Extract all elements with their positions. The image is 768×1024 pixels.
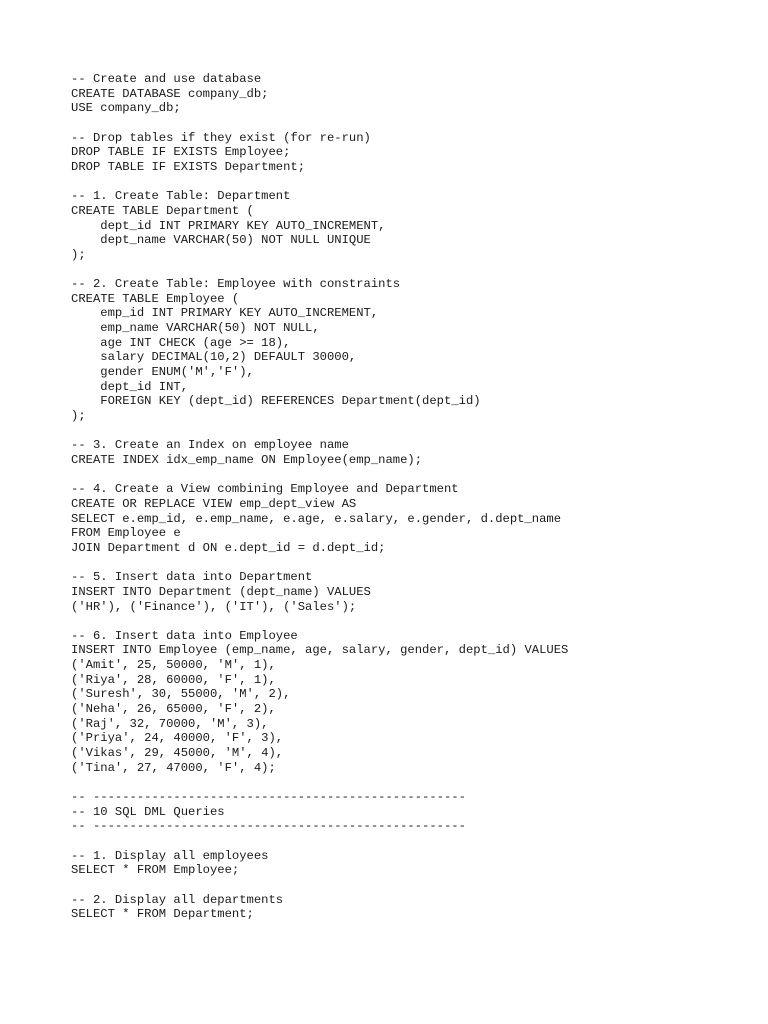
code-line: DROP TABLE IF EXISTS Department; xyxy=(71,159,306,174)
code-line: ('Neha', 26, 65000, 'F', 2), xyxy=(71,702,276,717)
code-line: CREATE TABLE Department ( xyxy=(71,203,254,218)
blank-line xyxy=(71,116,751,131)
code-line: dept_id INT, xyxy=(71,379,189,394)
code-line: USE company_db; xyxy=(71,101,181,116)
code-line: dept_id INT PRIMARY KEY AUTO_INCREMENT, xyxy=(71,218,386,233)
comment-line: -- 1. Create Table: Department xyxy=(71,189,291,204)
blank-line xyxy=(71,834,751,849)
code-line: dept_name VARCHAR(50) NOT NULL UNIQUE xyxy=(71,233,371,248)
comment-line: -- --------------------------------------------------- xyxy=(71,819,466,834)
code-line: ('Raj', 32, 70000, 'M', 3), xyxy=(71,716,269,731)
code-line: ('Amit', 25, 50000, 'M', 1), xyxy=(71,658,276,673)
comment-line: -- 1. Display all employees xyxy=(71,848,269,863)
blank-line xyxy=(71,878,751,893)
code-line: ('Vikas', 29, 45000, 'M', 4), xyxy=(71,746,284,761)
code-line: ('Suresh', 30, 55000, 'M', 2), xyxy=(71,687,291,702)
code-line: age INT CHECK (age >= 18), xyxy=(71,335,291,350)
code-line: ('HR'), ('Finance'), ('IT'), ('Sales'); xyxy=(71,599,357,614)
code-line: salary DECIMAL(10,2) DEFAULT 30000, xyxy=(71,350,357,365)
code-line: CREATE OR REPLACE VIEW emp_dept_view AS xyxy=(71,496,357,511)
code-line: emp_name VARCHAR(50) NOT NULL, xyxy=(71,321,320,336)
code-line: CREATE DATABASE company_db; xyxy=(71,86,269,101)
code-line: INSERT INTO Employee (emp_name, age, salary, gender, dept_id) VALUES xyxy=(71,643,569,658)
code-line: CREATE INDEX idx_emp_name ON Employee(emp_name); xyxy=(71,453,423,467)
blank-line xyxy=(71,614,751,629)
code-line: SELECT * FROM Department; xyxy=(71,907,254,922)
code-line: ); xyxy=(71,409,86,424)
code-line: emp_id INT PRIMARY KEY AUTO_INCREMENT, xyxy=(71,306,379,321)
code-line: ('Priya', 24, 40000, 'F', 3), xyxy=(71,731,284,746)
blank-line xyxy=(71,556,751,571)
comment-line: -- 2. Display all departments xyxy=(71,892,284,907)
comment-line: -- 4. Create a View combining Employee and Department xyxy=(71,482,459,497)
comment-line: -- 3. Create an Index on employee name xyxy=(71,438,349,453)
code-line: gender ENUM('M','F'), xyxy=(71,365,254,380)
code-line: ('Riya', 28, 60000, 'F', 1), xyxy=(71,672,276,687)
code-line: FROM Employee e xyxy=(71,526,181,541)
blank-line xyxy=(71,424,751,439)
blank-line xyxy=(71,175,751,190)
code-line: CREATE TABLE Employee ( xyxy=(71,291,240,306)
comment-line: -- Drop tables if they exist (for re-run) xyxy=(71,130,371,145)
code-line: JOIN Department d ON e.dept_id = d.dept_id; xyxy=(71,540,386,555)
code-line: SELECT e.emp_id, e.emp_name, e.age, e.salary, e.gender, d.dept_name xyxy=(71,511,562,526)
code-line: FOREIGN KEY (dept_id) REFERENCES Department(dept_id) xyxy=(71,394,481,409)
blank-line xyxy=(71,775,751,790)
sql-script-page xyxy=(71,72,751,922)
code-line: DROP TABLE IF EXISTS Employee; xyxy=(71,145,291,160)
code-line: ('Tina', 27, 47000, 'F', 4); xyxy=(71,760,276,775)
comment-line: -- 10 SQL DML Queries xyxy=(71,804,225,819)
comment-line: -- 2. Create Table: Employee with constraints xyxy=(71,277,401,292)
comment-line: -- --------------------------------------------------- xyxy=(71,790,466,805)
blank-line xyxy=(71,468,751,483)
comment-line: -- Create and use database xyxy=(71,72,262,86)
blank-line xyxy=(71,263,751,278)
comment-line: -- 5. Insert data into Department xyxy=(71,570,313,585)
code-line: SELECT * FROM Employee; xyxy=(71,863,240,878)
code-line: ); xyxy=(71,247,86,262)
code-line: INSERT INTO Department (dept_name) VALUES xyxy=(71,584,371,599)
comment-line: -- 6. Insert data into Employee xyxy=(71,628,298,643)
